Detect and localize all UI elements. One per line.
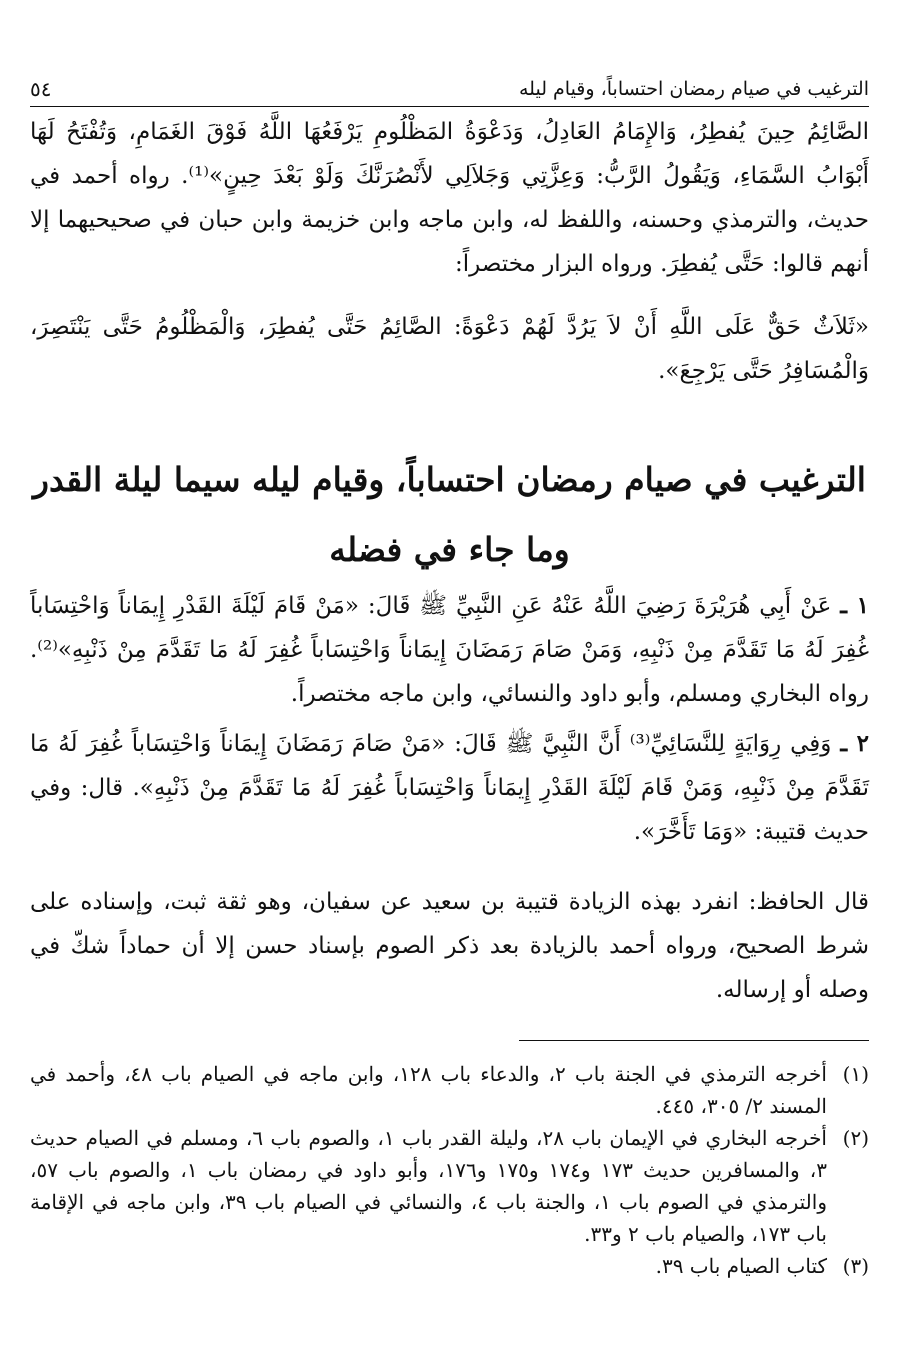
hadith-1-number: ١ ـ <box>840 592 869 619</box>
footnote-text: أخرجه البخاري في الإيمان باب ٢٨، وليلة القدر باب ١، والصوم باب ٦، ومسلم في الصيام حديث ٣، والمسافرين حديث ١٧٣ و١٧٤ و١٧٥ و١٧٦، وأبو داود في رمضان باب ١، والصوم باب ٥٧، والترمذي في الصوم باب ١، والجنة باب ٤، والنسائي في الصيام باب ٣٩، وابن ماجه في الإقامة باب ١٧٣، والصيام باب ٢ و٣٣. <box>30 1126 827 1246</box>
hadith-2-number: ٢ ـ <box>840 730 870 757</box>
footnote-text: أخرجه الترمذي في الجنة باب ٢، والدعاء باب ١٢٨، وابن ماجه في الصيام باب ٤٨، وأحمد في المسند ٢/ ٣٠٥، ٤٤٥. <box>30 1062 827 1118</box>
footnote-text: كتاب الصيام باب ٣٩. <box>655 1254 827 1278</box>
page-number: ٥٤ <box>30 77 52 101</box>
chapter-title-line-2: وما جاء في فضله <box>329 530 570 569</box>
footnote-3 <box>30 1250 869 1282</box>
footnote-number: (٢) <box>842 1126 869 1150</box>
chapter-title-line-1: الترغيب في صيام رمضان احتساباً، وقيام ليله سيما ليلة القدر <box>33 460 866 499</box>
hadith-1-paragraph <box>30 584 869 716</box>
footnote-2 <box>30 1122 869 1250</box>
hafiz-commentary: قال الحافظ: انفرد بهذه الزيادة قتيبة بن سعيد عن سفيان، وهو ثقة ثبت، وإسناده على شرط الصحيح، ورواه أحمد بالزيادة بعد ذكر الصوم بإسناد حسن إلا أن حماداً شكّ في وصله أو إرساله. <box>30 889 869 1003</box>
hadith-2-text: وَفِي رِوَايَةٍ لِلنَّسَائِيِّ⁽³⁾ أَنَّ النَّبِيَّ ﷺ قَالَ: «مَنْ صَامَ رَمَضَانَ إِيمَاناً وَاحْتِسَاباً غُفِرَ لَهُ مَا تَقَدَّمَ مِنْ ذَنْبِهِ، وَمَنْ قَامَ لَيْلَةَ القَدْرِ إِيمَاناً وَاحْتِسَاباً غُفِرَ لَهُ مَا تَقَدَّمَ مِنْ ذَنْبِهِ». قال: وفي حديث قتيبة: «وَمَا تَأَخَّرَ». <box>30 731 869 845</box>
continued-hadith-paragraph: الصَّائِمُ حِينَ يُفطِرُ، وَالإِمَامُ العَادِلُ، وَدَعْوَةُ المَظْلُومِ يَرْفَعُهَا اللَّهُ فَوْقَ الغَمَامِ، وَتُفْتَحُ لَهَا أَبْوَابُ السَّمَاءِ، وَيَقُولُ الرَّبُّ: وَعِزَّتِي وَجَلاَلِي لأَنْصُرَنَّكَ وَلَوْ بَعْدَ حِينٍ»⁽¹⁾. رواه أحمد في حديث، والترمذي وحسنه، واللفظ له، وابن ماجه وابن خزيمة وابن حبان في صحيحيهما إلا أنهم قالوا: حَتَّى يُفطِرَ. ورواه البزار مختصراً: <box>30 119 869 277</box>
running-title: الترغيب في صيام رمضان احتساباً، وقيام ليله <box>518 78 869 100</box>
hadith-2-paragraph <box>30 722 869 854</box>
footnote-number: (١) <box>842 1062 869 1086</box>
footnote-1 <box>30 1058 869 1122</box>
hadith-1-text: عَنْ أَبِي هُرَيْرَةَ رَضِيَ اللَّهُ عَنْهُ عَنِ النَّبِيِّ ﷺ قَالَ: «مَنْ قَامَ لَيْلَةَ القَدْرِ إِيمَاناً وَاحْتِسَاباً غُفِرَ لَهُ مَا تَقَدَّمَ مِنْ ذَنْبِهِ، وَمَنْ صَامَ رَمَضَانَ إِيمَاناً وَاحْتِسَاباً غُفِرَ لَهُ مَا تَقَدَّمَ مِنْ ذَنْبِهِ»⁽²⁾. رواه البخاري ومسلم، وأبو داود والنسائي، وابن ماجه مختصراً. <box>30 593 869 707</box>
running-header <box>30 66 869 107</box>
footnotes <box>30 1058 869 1282</box>
footnote-number: (٣) <box>842 1254 869 1278</box>
footnote-separator <box>519 1040 869 1041</box>
bazzar-hadith-quote: «ثَلاَثٌ حَقٌّ عَلَى اللَّهِ أَنْ لاَ يَرُدَّ لَهُمْ دَعْوَةً: الصَّائِمُ حَتَّى يُفطِرَ، وَالْمَظْلُومُ حَتَّى يَنْتَصِرَ، وَالْمُسَافِرُ حَتَّى يَرْجِعَ». <box>30 314 869 384</box>
chapter-title <box>30 445 869 585</box>
